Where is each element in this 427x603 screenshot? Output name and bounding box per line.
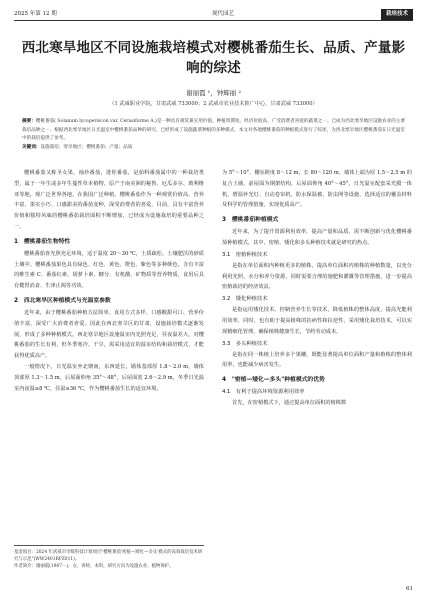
body-paragraph: 为 5°～10°，棚室跨度 8～12 m，长 80～120 m，墙体上端为厚 1.5～2.5 m 的复合土墙，前屋面为钢架结构，后屋面仰角 40°～45°，日光温室配套采光膜一体机，增温补光灯、自动卷帘机、防水保温被、防虫网等设施，选择适宜的覆盖材料及科学的管理措施，实现优质高产。 bbox=[222, 170, 412, 209]
intro-paragraph: 樱桃番茄又称圣女果，袖珍番茄，迷你番茄，是茄科番茄属中的一种栽培类型，属于一年生或多年生蔓性草本植物，原产于南美洲的秘鲁、厄瓜多尔、玻利维亚等地，现广泛世界各地，在我国广泛种植。樱桃番茄作为一种观赏价值高、营养丰富、果实小巧、口感甜美的番茄变种，深受消费者的喜爱。目前，具有丰富营养价值和独特风味的樱桃番茄栽培面积不断增加，已经成为设施栽培的重要品种之一。 bbox=[14, 170, 204, 230]
keywords-label: 关键词： bbox=[22, 144, 41, 150]
header-rule bbox=[14, 20, 413, 21]
abstract-block bbox=[22, 118, 405, 152]
section-heading-1: 1 樱桃番茄生物特性 bbox=[14, 238, 71, 245]
right-column bbox=[222, 168, 412, 409]
issue-number: 2025 年第 12 期 bbox=[14, 11, 57, 17]
footnotes bbox=[14, 545, 204, 571]
article-title: 西北寒旱地区不同设施栽培模式对樱桃番茄生长、品质、产量影响的综述 bbox=[21, 40, 406, 76]
journal-name: 现代园艺 bbox=[212, 11, 235, 17]
author-bio-note: 作者简介：谢丽霞(1987－)，女，讲师，本科，研究方向为设施农业、植物保护。 bbox=[14, 564, 174, 570]
keywords-text: 设施栽培；寒旱地区；樱桃番茄；产量；品质 bbox=[40, 144, 133, 150]
section-heading-3: 3 樱桃番茄种植模式 bbox=[222, 217, 279, 224]
body-paragraph: 近年来，由于樱桃番茄种植方法简单、食用方式多样、口感酸甜可口、营养价值丰富，深受广大消费者喜爱。因此在西北寒旱区的甘肃，设施栽培模式逐渐发展，形成了多种种植模式。西北寒旱地区设施温室内光照充足，昼夜温差大，对樱桃番茄的生长有利，但冬季寒冷、干旱，需采用适宜的温室结构和栽培模式，才能获得优质高产。 bbox=[14, 309, 204, 360]
subsection-heading-3-2: 3.2 矮化种植技术 bbox=[222, 296, 268, 303]
body-paragraph: 近年来，为了提升资源利用效率，提高产量和品质，需不断创新与优化樱桃番茄种植模式，其中，密植、矮化和多头种植技术就是研究的热点。 bbox=[222, 229, 412, 246]
running-header bbox=[14, 9, 413, 20]
subsection-heading-3-1: 3.1 密植种植技术 bbox=[222, 251, 268, 258]
body-paragraph: 是指在单位面积内种植更多的植株，提高单位面积内植株的种植数量，以充分利用光照、水分和养分资源，同时需要合理的施肥和灌溉等管理措施，进一步提高密植栽培的经济效益。 bbox=[222, 262, 412, 291]
abstract-label: 摘要： bbox=[22, 119, 36, 124]
body-paragraph: 是指运用矮化技术、控制营养生长等技术，降低植株的整体高度，提高光能利用效率，同时，也有助于提高植株的抗病性和抗逆性，采用矮化栽培技术，可以实现精细化管理，确保植株健康生长，节约劳动成本。 bbox=[222, 307, 412, 335]
section-tag: 栽培技术 bbox=[381, 9, 413, 20]
author-line: 谢丽霞 ¹，钟辉丽 ² bbox=[186, 89, 241, 97]
page-number: 61 bbox=[406, 586, 413, 592]
affiliation-line: （1 武威职业学院，甘肃武威 733000；2 武威市农业技术推广中心，甘肃武威 733000） bbox=[109, 101, 318, 107]
body-paragraph: 一般情况下，日光温室坐北朝南，东西延长，墙体基部厚 1.8～2.0 m，墙体顶部厚 1.3～1.5 m，后屋面仰角 35°～48°，后屋面宽 2.6～2.9 m，冬季日光温室内夜温≥8 ℃，昼温≥36 ℃，作为樱桃番茄生长的适宜环境。 bbox=[14, 363, 204, 392]
subsection-heading-3-3: 3.3 多头种植技术 bbox=[222, 340, 268, 347]
section-heading-2: 2 西北寒旱区种植模式与光温室参数 bbox=[14, 297, 111, 304]
body-paragraph: 首先，在密植模式下，通过提高单位面积的植株数 bbox=[232, 400, 347, 407]
section-heading-4: 4 "密植—矮化—多头"种植模式的优势 bbox=[222, 377, 325, 384]
abstract-text: 樱桃番茄( Solanum lycopersicon var. Cerasiforme A.)是一种具有观赏兼实用价值、种植周期短、经济价值高、广受消费者喜爱的蔬菜之一。已成为西北寒旱地区设施农业的主要栽培品种之一。根据西北寒旱地区日光温室中樱桃番茄品种的研究，已经形成了设施蔬菜种植的多种模式，本文对各地樱桃番茄的种植模式进行了综述，为西北寒旱地区樱桃番茄在日光温室中的栽培提供了参考。 bbox=[22, 119, 405, 141]
left-column bbox=[14, 168, 204, 394]
body-paragraph: 樱桃番茄喜光照充足环境，适于温度 20～30 ℃，土质疏松、土壤肥沃的砂质土壤中。樱桃番茄果色具有绿色、红色、黄色、橙色、紫色等多种颜色，含有丰富的维生素 C、番茄红素、胡萝卜素、糖分、有机酸、矿物质等营养物质，食用后具有健胃消食、生津止渴等功效。 bbox=[14, 250, 204, 290]
body-paragraph: 是指在同一株植上培养多个果穗，既能显著提高单位面积产量和植株的整体利用率，也能减少病害发生。 bbox=[222, 351, 412, 369]
subsection-heading-4-1: 4.1 有利于提高环境资源利用效率 bbox=[222, 389, 305, 396]
funding-note: 基金项目：2024 年武威市市级科技计划项目"樱桃番茄'密植—矮化—多头'模式的高效栽培技术研究与示范"(WW2401RPZ011)。 bbox=[14, 550, 203, 563]
